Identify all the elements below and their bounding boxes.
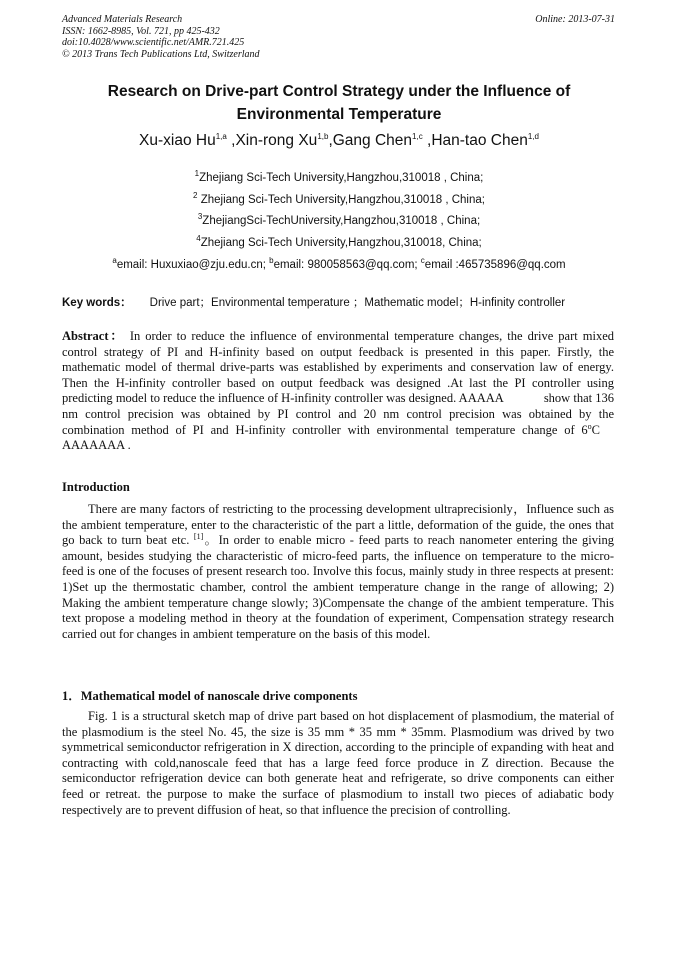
keywords-text: Drive part；Environmental temperature ；Mathematic model；H-infinity controller — [149, 297, 566, 309]
affiliation-sup: 4 — [196, 234, 201, 244]
intro-heading: Introduction — [62, 480, 130, 494]
abstract-label: Abstract： — [62, 329, 125, 343]
intro-paragraph — [62, 502, 614, 642]
affiliation-text: Zhejiang Sci-Tech University,Hangzhou,310018 , China; — [200, 194, 485, 206]
author-name: Xu-xiao Hu — [139, 132, 216, 149]
affiliation-1 — [62, 169, 616, 184]
keywords-line — [62, 294, 616, 310]
author-sup: 1,d — [527, 131, 539, 141]
degree-sup: o — [587, 421, 592, 431]
email-sup: b — [269, 256, 274, 266]
copyright-line: © 2013 Trans Tech Publications Ltd, Switzerland — [62, 48, 260, 60]
section-1-heading: 1．Mathematical model of nanoscale drive components — [62, 689, 358, 703]
abstract-part3: C — [591, 422, 600, 437]
author-sup: 1,c — [412, 131, 423, 141]
online-date: Online: 2013-07-31 — [535, 14, 615, 25]
intro-text-b: 。In order to enable micro - feed parts to reach nanometer entering the giving amount, besides studying the characteristic of micro-feed parts, the influence on temperature to the micro-feed is one of the focuses of present research too. Involve this focus, mainly study in three respects at present: 1)Set up the thermostatic chamber, control the ambient temperature change in the range of allowing; 2) Making the ambient temperature change slowly; 3)Compensate the change of the ambient temperature. This text propose a modeling method in theory at the foundation of experiment, Compensation strategy research carried out for changes in ambient temperature on the basis of this model. — [62, 533, 615, 641]
author-sup: 1,a — [215, 131, 227, 141]
email-a: email: Huxuxiao@zju.edu.cn; — [116, 259, 266, 271]
author-sup: 1,b — [317, 131, 329, 141]
affiliation-sup: 1 — [194, 169, 200, 179]
affiliation-3 — [62, 212, 616, 227]
journal-name: Advanced Materials Research — [62, 14, 183, 25]
abstract-part2: show that 136 nm control precision was obtained by PI control and 20 nm control precision was obtained by the combination method of PI and H-infinity controller with environmental temperature change of 6 — [62, 391, 614, 437]
author-name: Gang Chen — [332, 132, 413, 149]
author-name: Xin-rong Xu — [235, 132, 318, 149]
intro-text-a: There are many factors of restricting to the processing development ultraprecisionly，Influence such as the ambient temperature, enter to the characteristic of the part a little, deformation of the guide, the ones that go back to turn beat etc. — [62, 502, 614, 548]
citation-ref: [1] — [193, 532, 204, 542]
affiliation-text: ZhejiangSci-TechUniversity,Hangzhou,310018 , China; — [202, 215, 481, 227]
email-line — [62, 256, 616, 271]
title-line-2: Environmental Temperature — [236, 106, 442, 123]
email-sup: c — [420, 256, 425, 266]
email-sup: a — [112, 256, 117, 266]
abstract-part1: In order to reduce the influence of environmental temperature changes, the drive part mixed control strategy of PI and H-infinity based on output feedback is presented in this paper. Firstly, the mathematic model of thermal drive-parts was established by experiments and conservation law of energy. Then the H-infinity controller based on output feedback was designed .At last the PI controller using predicting model to reduce the influence of H-infinity controller was designed. AAAAA — [62, 329, 615, 406]
affiliation-4 — [62, 234, 616, 249]
keywords-label: Key words： — [62, 297, 132, 309]
affiliation-text: Zhejiang Sci-Tech University,Hangzhou,310018 , China; — [199, 172, 484, 184]
email-c: email :465735896@qq.com — [424, 259, 566, 271]
affiliation-sup: 2 — [193, 191, 198, 201]
section-1-paragraph: Fig. 1 is a structural sketch map of drive part based on hot displacement of plasmodium, the material of the plasmodium is the steel No. 45, the size is 35 mm * 35 mm * 35mm. Plasmodium was drived by two symmetrical semiconductor refrigeration in X direction, according to the principle of expanding with heat and contracting with cold,nanoscale feed that has a large feed force produce in Z direction. Because the semiconductor refrigeration device can both generate heat and refrigerate, so drive components can either feed or retreat. the purpose to make the surface of plasmodium to install two pieces of adiabatic body respectively are to prevent diffusion of heat, so that influence the precision of controlling. — [62, 709, 614, 817]
journal-header — [62, 14, 260, 60]
affiliation-sup: 3 — [197, 212, 203, 222]
email-b: email: 980058563@qq.com; — [273, 259, 418, 271]
author-name: Han-tao Chen — [431, 132, 528, 149]
paper-title — [62, 80, 616, 126]
author-list: Xu-xiao Hu$^{1,a}$ ,Xin-rong Xu$^{1,b}$,Gang Chen$^{1,c}$ ,Han-tao Chen$^{1,d}$ — [139, 131, 539, 149]
abstract — [62, 329, 614, 454]
doi-line: doi:10.4028/www.scientific.net/AMR.721.425 — [62, 37, 245, 48]
issn-line: ISSN: 1662-8985, Vol. 721, pp 425-432 — [62, 25, 220, 37]
affiliation-2 — [62, 191, 616, 206]
title-line-1: Research on Drive-part Control Strategy under the Influence of — [107, 83, 571, 100]
abstract-part4: AAAAAAA . — [62, 438, 131, 453]
affiliation-text: Zhejiang Sci-Tech University,Hangzhou,310018, China; — [200, 237, 482, 249]
